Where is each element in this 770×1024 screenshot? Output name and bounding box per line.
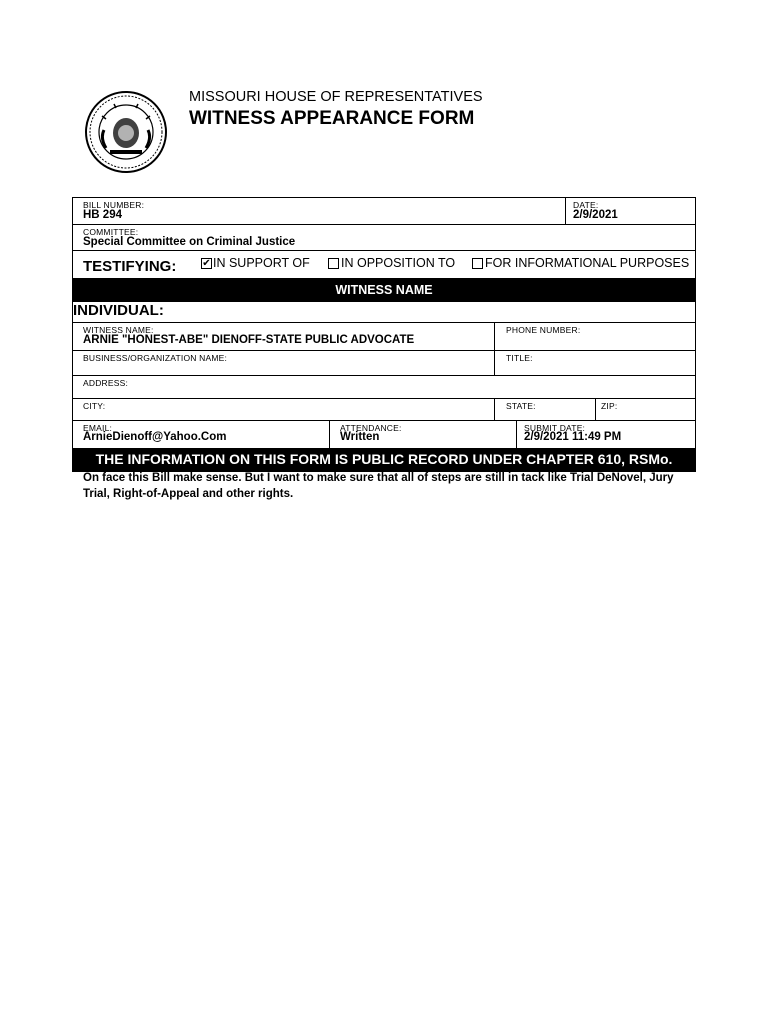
phone-label: PHONE NUMBER: [506, 325, 581, 335]
submit-date-label: SUBMIT DATE: [524, 423, 586, 433]
address-label: ADDRESS: [83, 378, 129, 388]
submit-date-value[interactable]: 2/9/2021 11:49 PM [524, 431, 622, 443]
attendance-value[interactable]: Written [340, 431, 380, 443]
witness-name-label: WITNESS NAME: [83, 325, 154, 335]
email-label: EMAIL: [83, 423, 113, 433]
state-label: STATE: [506, 401, 536, 411]
organization-name: MISSOURI HOUSE OF REPRESENTATIVES [189, 89, 483, 105]
date-value[interactable]: 2/9/2021 [573, 209, 618, 221]
email-value[interactable]: ArnieDienoff@Yahoo.Com [83, 431, 227, 443]
opposition-checkbox[interactable] [328, 258, 339, 269]
informational-option-label: FOR INFORMATIONAL PURPOSES [485, 256, 690, 270]
informational-checkbox[interactable] [472, 258, 483, 269]
testifying-label: TESTIFYING: [83, 258, 177, 275]
title-label: TITLE: [506, 353, 533, 363]
witness-form [72, 197, 696, 472]
witness-comment: On face this Bill make sense. But I want to make sure that all of steps are still in tack like Trial DeNovel, Jury Trial, Right-of-Appeal and other rights. [83, 472, 674, 500]
witness-name-value[interactable]: ARNIE "HONEST-ABE" DIENOFF-STATE PUBLIC ADVOCATE [83, 334, 415, 346]
attendance-label: ATTENDANCE: [340, 423, 402, 433]
city-label: CITY: [83, 401, 106, 411]
business-label: BUSINESS/ORGANIZATION NAME: [83, 353, 228, 363]
support-checkbox[interactable] [201, 258, 212, 269]
checkmark-icon: ✔ [202, 258, 211, 269]
bill-number-label: BILL NUMBER: [83, 200, 145, 210]
form-title: WITNESS APPEARANCE FORM [189, 108, 475, 129]
committee-label: COMMITTEE: [83, 227, 139, 237]
committee-value[interactable]: Special Committee on Criminal Justice [83, 236, 296, 248]
individual-label: INDIVIDUAL: [73, 302, 164, 319]
zip-label: ZIP: [601, 401, 618, 411]
state-seal [84, 90, 168, 174]
bill-number-value[interactable]: HB 294 [83, 209, 122, 221]
public-record-notice: THE INFORMATION ON THIS FORM IS PUBLIC RECORD UNDER CHAPTER 610, RSMo. [73, 448, 695, 471]
opposition-option-label: IN OPPOSITION TO [341, 256, 456, 270]
witness-name-bar: WITNESS NAME [73, 278, 695, 302]
support-option-label: IN SUPPORT OF [213, 256, 310, 270]
date-label: DATE: [573, 200, 599, 210]
